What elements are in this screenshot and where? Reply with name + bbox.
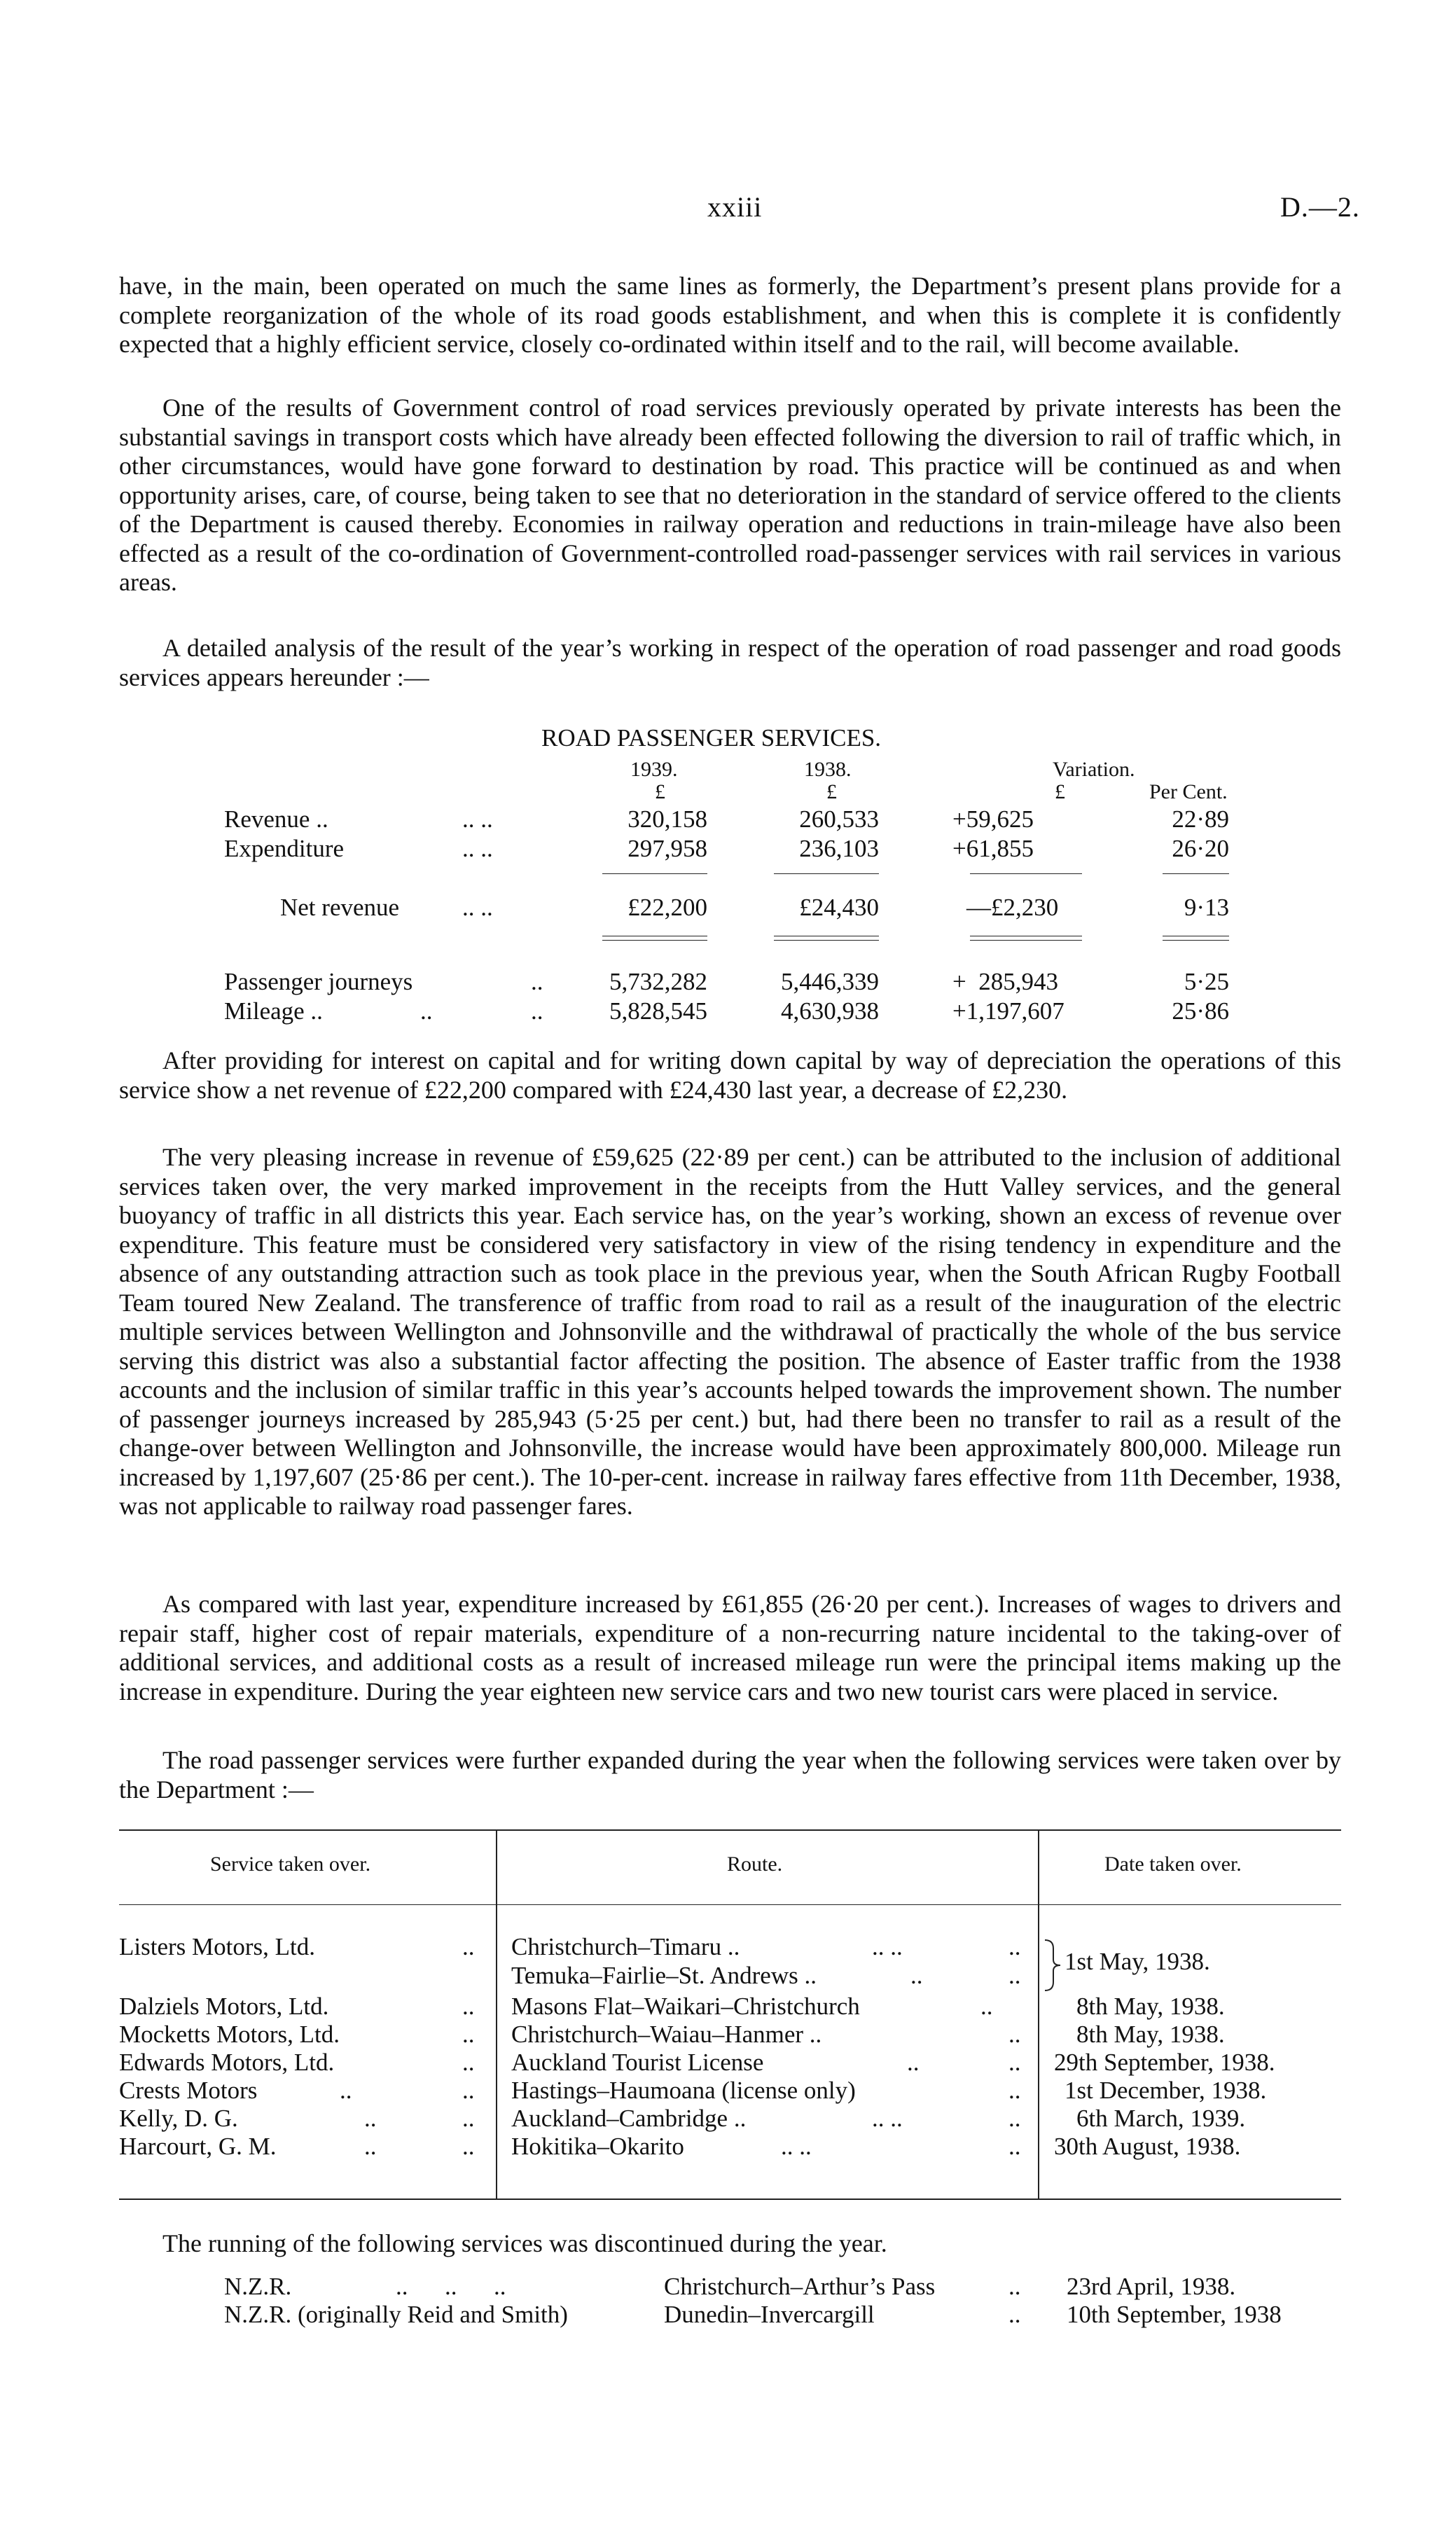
passenger-journeys-variation: + 285,943 bbox=[952, 968, 1058, 995]
mileage-1939: 5,828,545 bbox=[609, 997, 707, 1025]
leader-dots: .. bbox=[907, 2049, 920, 2076]
route-name: Auckland Tourist License bbox=[511, 2049, 764, 2076]
leader-dots: .. bbox=[531, 997, 543, 1025]
leader-dots: .. .. bbox=[462, 805, 493, 833]
subtotal-rule bbox=[970, 873, 1082, 874]
column-1938: 1938. bbox=[804, 758, 852, 781]
route-name: Christchurch–Arthur’s Pass bbox=[664, 2273, 936, 2300]
leader-dots: .. bbox=[462, 2077, 475, 2104]
service-name: Dalziels Motors, Ltd. bbox=[119, 1993, 329, 2020]
leader-dots: .. bbox=[340, 2077, 352, 2104]
paragraph-expenditure-increase: As compared with last year, expenditure increased by £61,855 (26·20 per cent.). Increases of wages to drivers and repair staff, higher cost of repair materials, expenditure of a non-recurring nature incidental to the taking-over of additional services, and additional costs as a result of increased mileage run were the principal items making up the increase in expenditure. During the year eighteen new service cars and two new tourist cars were placed in service. bbox=[119, 1590, 1341, 1705]
passenger-journeys-1938: 5,446,339 bbox=[781, 968, 879, 995]
operator: N.Z.R. (originally Reid and Smith) bbox=[224, 2301, 568, 2328]
date-discontinued: 10th September, 1938 bbox=[1067, 2301, 1282, 2328]
row-label-mileage: Mileage .. bbox=[224, 997, 323, 1025]
service-name: Listers Motors, Ltd. bbox=[119, 1933, 315, 1960]
route-name: Dunedin–Invercargill bbox=[664, 2301, 875, 2328]
leader-dots: .. bbox=[910, 1962, 923, 1989]
header-route: Route. bbox=[727, 1853, 783, 1876]
net-revenue-1939: £22,200 bbox=[628, 894, 707, 921]
leader-dots: .. bbox=[364, 2133, 377, 2160]
date-taken-over: 1st December, 1938. bbox=[1065, 2077, 1267, 2104]
header-rule bbox=[119, 1904, 1341, 1905]
row-label-revenue: Revenue .. bbox=[224, 805, 328, 833]
column-divider bbox=[1038, 1831, 1039, 2200]
leader-dots: .. .. bbox=[462, 894, 493, 921]
paragraph-road-goods: have, in the main, been operated on much the same lines as formerly, the Department’s present plans provide for a complete reorganization of the whole of its road goods establishment, and when this is complete it is confidently expected that a highly efficient service, closely co-ordinated within itself and to the rail, will become available. bbox=[119, 272, 1341, 358]
leader-dots: .. bbox=[1008, 2049, 1021, 2076]
paragraph-analysis-intro: A detailed analysis of the result of the year’s working in respect of the operation of road passenger and road goods services appears hereunder :— bbox=[119, 634, 1341, 691]
leader-dots: .. bbox=[462, 2105, 475, 2132]
paragraph-discontinued: The running of the following services was discontinued during the year. bbox=[162, 2229, 887, 2257]
mileage-percent: 25·86 bbox=[1172, 997, 1229, 1025]
leader-dots: .. .. bbox=[462, 835, 493, 862]
passenger-journeys-1939: 5,732,282 bbox=[609, 968, 707, 995]
header-service: Service taken over. bbox=[210, 1853, 371, 1876]
route-name: Christchurch–Timaru .. bbox=[511, 1933, 740, 1960]
column-variation: Variation. bbox=[1053, 758, 1135, 781]
route-name: Hastings–Haumoana (license only) bbox=[511, 2077, 856, 2104]
column-percent: Per Cent. bbox=[1149, 780, 1228, 803]
revenue-1939: 320,158 bbox=[628, 805, 707, 833]
leader-dots: .. .. bbox=[872, 2105, 903, 2132]
page-number: xxiii bbox=[707, 191, 763, 223]
leader-dots: .. bbox=[462, 1933, 475, 1960]
document-reference: D.—2. bbox=[1280, 191, 1360, 223]
paragraph-government-control: One of the results of Government control of road services previously operated by private interests has been the substantial savings in transport costs which have already been effected following the diversion to rail of traffic which, in other circumstances, would have gone forward to destination by road. This practice will be continued as and when opportunity arises, care, of course, being taken to see that no deterioration in the standard of service offered to the clients of the Department is caused thereby. Economies in railway operation and reductions in train-mileage have also been effected as a result of the co-ordination of Government-controlled road-passenger services with rail services in various areas. bbox=[119, 394, 1341, 596]
revenue-variation: +59,625 bbox=[952, 805, 1034, 833]
leader-dots: .. bbox=[462, 1993, 475, 2020]
operator: N.Z.R. bbox=[224, 2273, 292, 2300]
paragraph-revenue-increase: The very pleasing increase in revenue of £59,625 (22·89 per cent.) can be attributed to the inclusion of additional services taken over, the very marked improvement in the receipts from the Hutt Valley services, and the general buoyancy of traffic in all districts this year. Each service has, on the year’s working, shown an excess of revenue over expenditure. This feature must be considered very satisfactory in view of the rising tendency in expenditure and the absence of any outstanding attraction such as took place in the previous year, when the South African Rugby Football Team toured New Zealand. The transference of traffic from road to rail as a result of the inauguration of the electric multiple services between Wellington and Johnsonville and the withdrawal of practically the whole of the bus service serving this district was also a substantial factor affecting the position. The absence of Easter traffic from the 1938 accounts and the inclusion of similar traffic in this year’s accounts helped towards the improvement shown. The number of passenger journeys increased by 285,943 (5·25 per cent.) but, had there been no transfer to rail as a result of the change-over between Wellington and Johnsonville, the increase would have been approximately 800,000. Mileage run increased by 1,197,607 (25·86 per cent.). The 10-per-cent. increase in railway fares effective from 11th December, 1938, was not applicable to railway road passenger fares. bbox=[119, 1143, 1341, 1520]
paragraph-services-expanded: The road passenger services were further expanded during the year when the following services were taken over by the Department :— bbox=[119, 1746, 1341, 1803]
service-name: Edwards Motors, Ltd. bbox=[119, 2049, 335, 2076]
expenditure-1938: 236,103 bbox=[799, 835, 879, 862]
route-name: Auckland–Cambridge .. bbox=[511, 2105, 747, 2132]
leader-dots: .. .. bbox=[872, 1933, 903, 1960]
leader-dots: .. bbox=[1008, 2021, 1021, 2048]
leader-dots: .. bbox=[1008, 2077, 1021, 2104]
leader-dots: .. bbox=[1008, 1962, 1021, 1989]
leader-dots: .. bbox=[1008, 2133, 1021, 2160]
revenue-percent: 22·89 bbox=[1172, 805, 1229, 833]
net-revenue-1938: £24,430 bbox=[799, 894, 879, 921]
date-discontinued: 23rd April, 1938. bbox=[1067, 2273, 1236, 2300]
row-label-net-revenue: Net revenue bbox=[280, 894, 400, 921]
total-rule bbox=[774, 940, 879, 941]
net-revenue-variation: —£2,230 bbox=[966, 894, 1059, 921]
date-taken-over: 8th May, 1938. bbox=[1076, 1993, 1225, 2020]
route-name: Temuka–Fairlie–St. Andrews .. bbox=[511, 1962, 817, 1989]
mileage-1938: 4,630,938 bbox=[781, 997, 879, 1025]
mileage-variation: +1,197,607 bbox=[952, 997, 1065, 1025]
leader-dots: .. .. bbox=[781, 2133, 812, 2160]
column-divider bbox=[496, 1831, 497, 2200]
date-taken-over: 30th August, 1938. bbox=[1054, 2133, 1241, 2160]
leader-dots: .. bbox=[420, 997, 433, 1025]
pound-sign-1939: £ bbox=[655, 780, 665, 803]
route-name: Hokitika–Okarito bbox=[511, 2133, 684, 2160]
route-name: Christchurch–Waiau–Hanmer .. bbox=[511, 2021, 822, 2048]
leader-dots: .. bbox=[462, 2133, 475, 2160]
passenger-journeys-percent: 5·25 bbox=[1184, 968, 1229, 995]
table-bottom-rule bbox=[119, 2199, 1341, 2200]
leader-dots: .. bbox=[462, 2021, 475, 2048]
leader-dots: .. bbox=[980, 1993, 993, 2020]
expenditure-1939: 297,958 bbox=[628, 835, 707, 862]
pound-sign-1938: £ bbox=[826, 780, 837, 803]
total-rule bbox=[1163, 940, 1229, 941]
leader-dots: .. bbox=[1008, 1933, 1021, 1960]
date-taken-over: 6th March, 1939. bbox=[1076, 2105, 1246, 2132]
service-name: Mocketts Motors, Ltd. bbox=[119, 2021, 340, 2048]
service-name: Crests Motors bbox=[119, 2077, 258, 2104]
table-top-rule bbox=[119, 1829, 1341, 1831]
leader-dots: .. .. .. bbox=[396, 2273, 506, 2300]
column-1939: 1939. bbox=[630, 758, 678, 781]
net-revenue-percent: 9·13 bbox=[1184, 894, 1229, 921]
leader-dots: .. bbox=[1008, 2273, 1021, 2300]
leader-dots: .. bbox=[1008, 2301, 1021, 2328]
route-name: Masons Flat–Waikari–Christchurch bbox=[511, 1993, 860, 2020]
paragraph-net-revenue: After providing for interest on capital and for writing down capital by way of depreciation the operations of this service show a net revenue of £22,200 compared with £24,430 last year, a decrease of £2,230. bbox=[119, 1046, 1341, 1104]
row-label-passenger-journeys: Passenger journeys bbox=[224, 968, 413, 995]
right-brace-icon bbox=[1044, 1939, 1062, 1992]
expenditure-variation: +61,855 bbox=[952, 835, 1034, 862]
date-taken-over: 1st May, 1938. bbox=[1065, 1948, 1210, 1975]
table-title: ROAD PASSENGER SERVICES. bbox=[541, 724, 882, 752]
date-taken-over: 8th May, 1938. bbox=[1076, 2021, 1225, 2048]
total-rule bbox=[970, 940, 1082, 941]
expenditure-percent: 26·20 bbox=[1172, 835, 1229, 862]
subtotal-rule bbox=[602, 873, 707, 874]
leader-dots: .. bbox=[364, 2105, 377, 2132]
subtotal-rule bbox=[774, 873, 879, 874]
header-date: Date taken over. bbox=[1104, 1853, 1242, 1876]
leader-dots: .. bbox=[531, 968, 543, 995]
service-name: Kelly, D. G. bbox=[119, 2105, 238, 2132]
subtotal-rule bbox=[1163, 873, 1229, 874]
revenue-1938: 260,533 bbox=[799, 805, 879, 833]
leader-dots: .. bbox=[462, 2049, 475, 2076]
date-taken-over: 29th September, 1938. bbox=[1054, 2049, 1275, 2076]
leader-dots: .. bbox=[1008, 2105, 1021, 2132]
pound-sign-variation: £ bbox=[1055, 780, 1065, 803]
total-rule bbox=[602, 940, 707, 941]
service-name: Harcourt, G. M. bbox=[119, 2133, 277, 2160]
row-label-expenditure: Expenditure bbox=[224, 835, 345, 862]
